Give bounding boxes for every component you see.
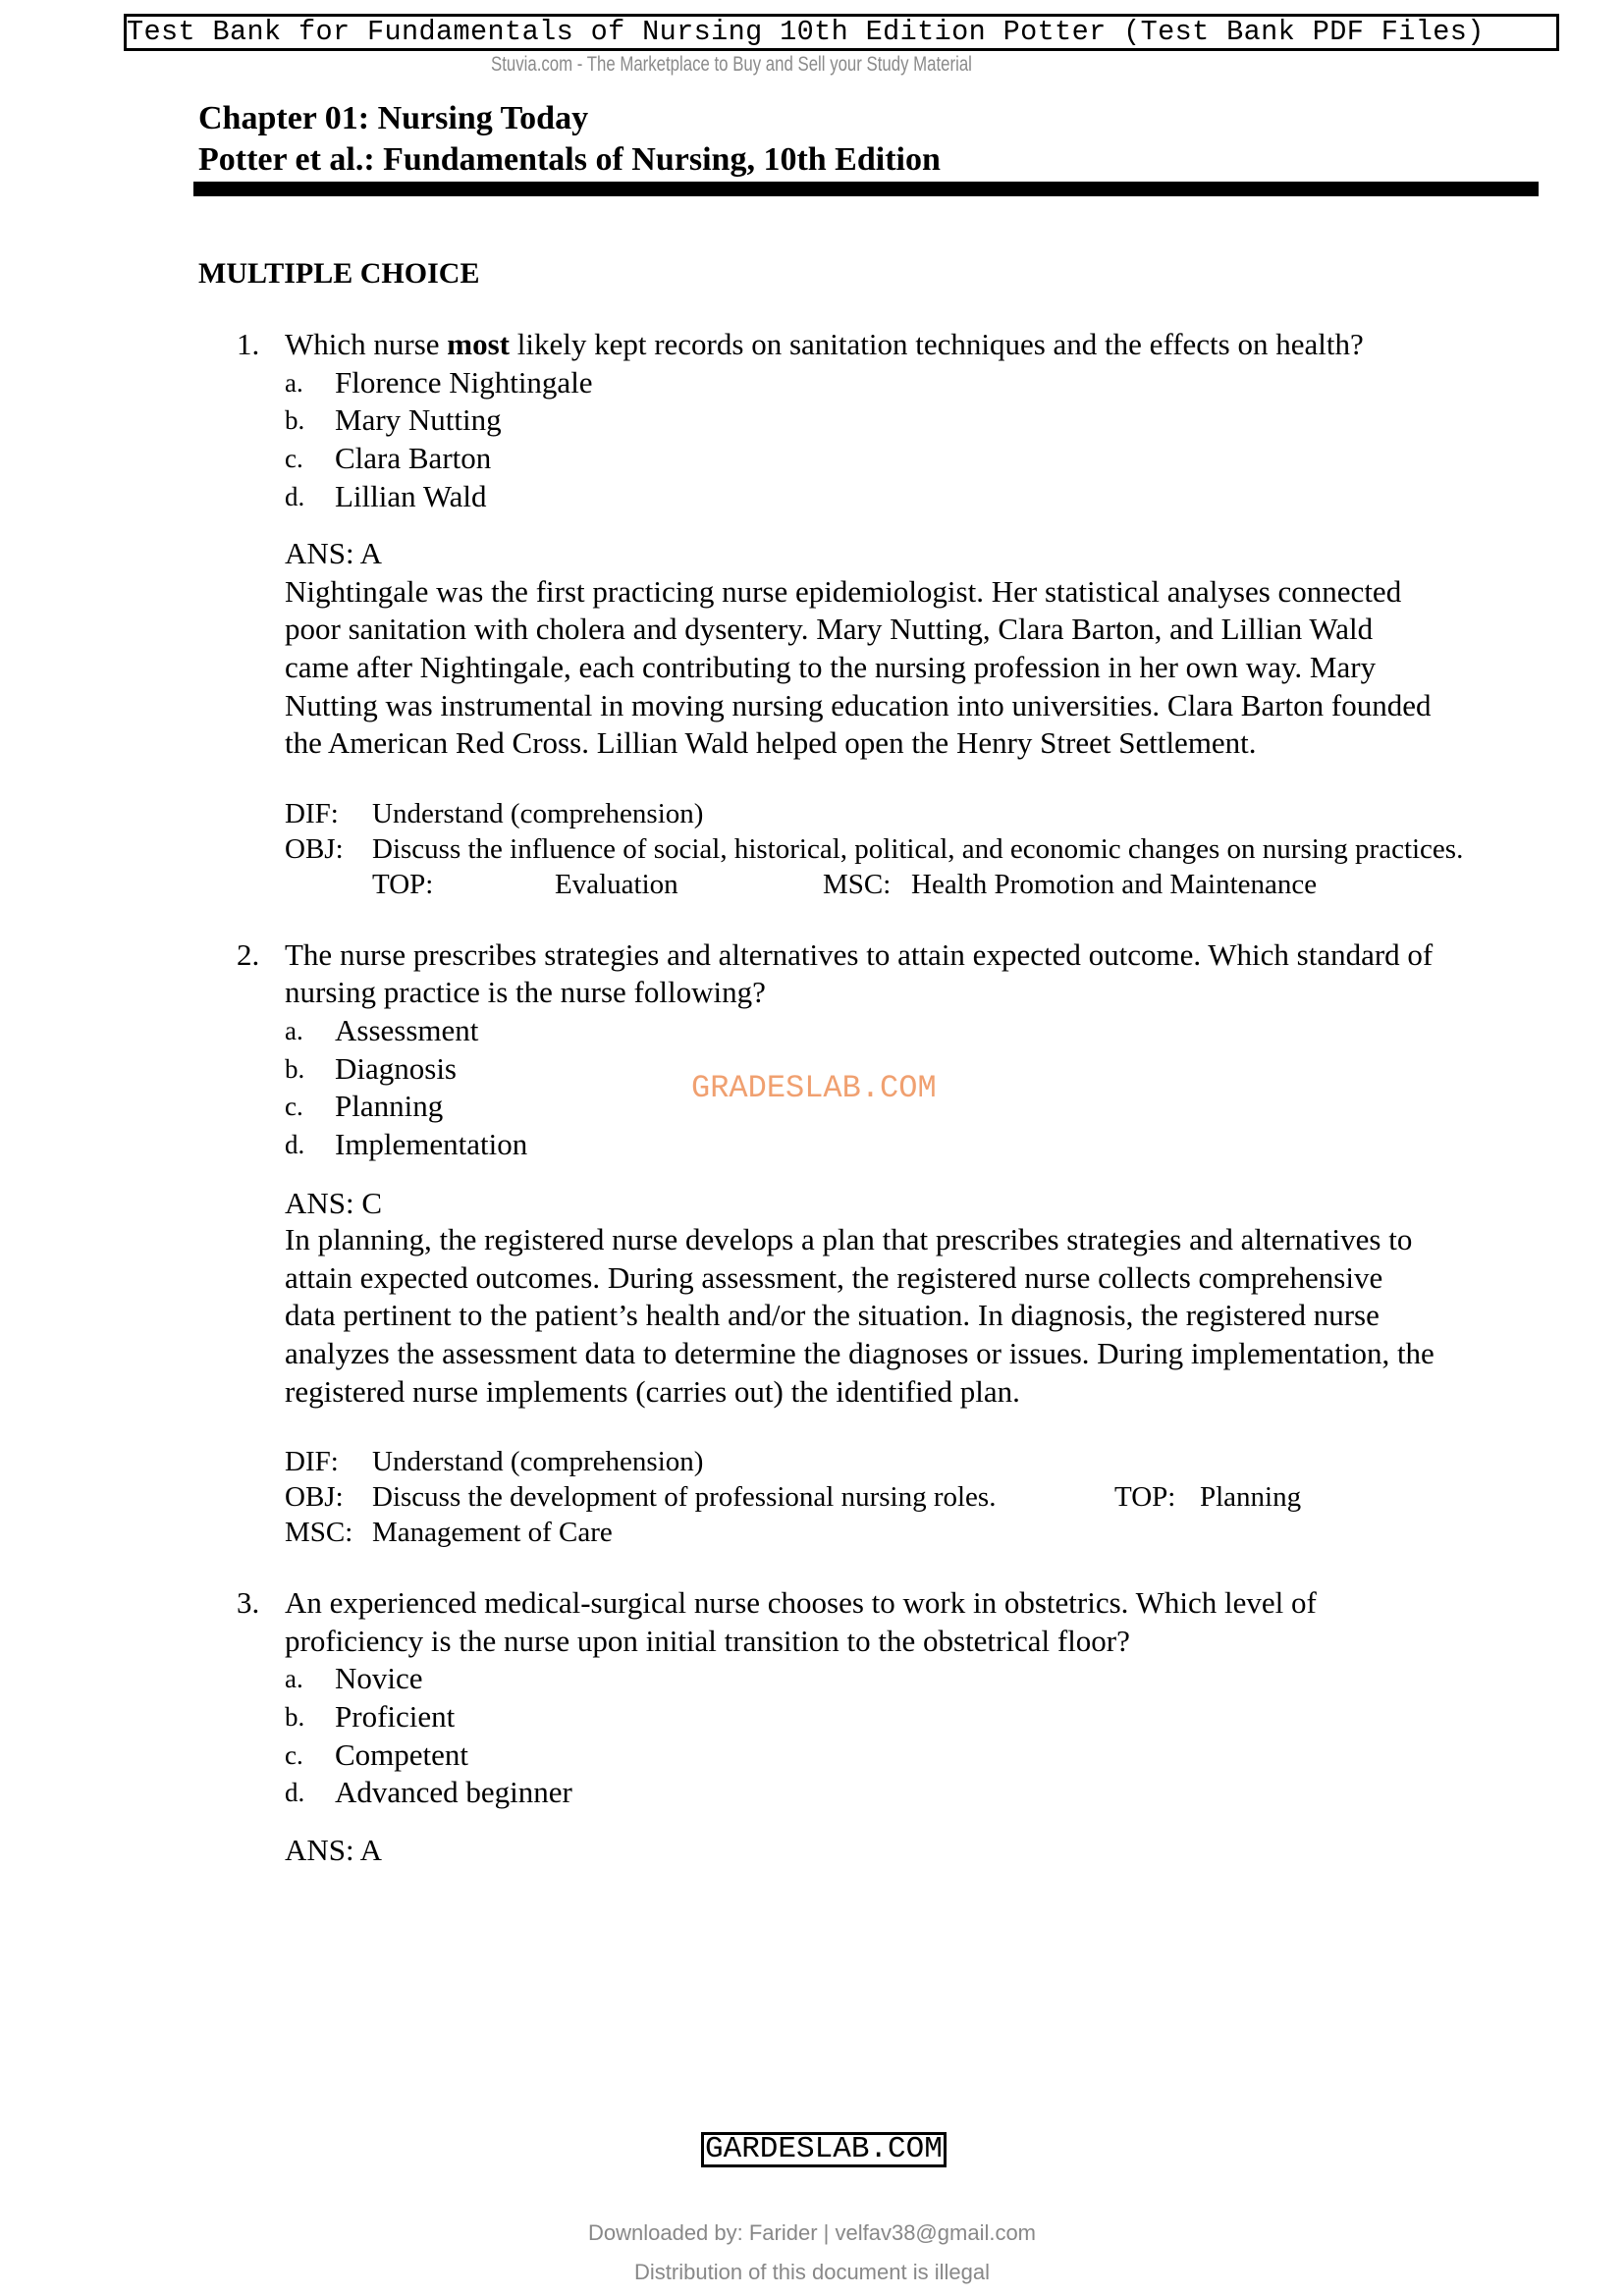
q1-answer: ANS: A: [285, 536, 383, 570]
q2-explanation-line: registered nurse implements (carries out) the identified plan.: [285, 1374, 1020, 1409]
q2-stem-line: The nurse prescribes strategies and alternatives to attain expected outcome. Which standard of: [285, 937, 1434, 972]
q1-option-letter: c.: [285, 444, 303, 473]
q2-explanation-line: analyzes the assessment data to determine the diagnoses or issues. During implementation, the: [285, 1336, 1435, 1370]
q2-option: Diagnosis: [335, 1051, 457, 1086]
q3-option-letter: c.: [285, 1740, 303, 1770]
q1-option-letter: a.: [285, 368, 303, 398]
q2-stem-line: nursing practice is the nurse following?: [285, 975, 766, 1009]
header-banner: Test Bank for Fundamentals of Nursing 10th Edition Potter (Test Bank PDF Files): [124, 14, 1559, 51]
q1-option-letter: b.: [285, 405, 305, 435]
q2-explanation-line: data pertinent to the patient’s health and/or the situation. In diagnosis, the registered nurse: [285, 1298, 1380, 1332]
q1-top-label: TOP:: [372, 869, 434, 900]
q3-option: Proficient: [335, 1699, 456, 1734]
q1-obj-label: OBJ:: [285, 833, 344, 865]
q1-msc: Health Promotion and Maintenance: [911, 869, 1318, 900]
q1-dif: Understand (comprehension): [372, 798, 704, 829]
q2-top: Planning: [1200, 1481, 1302, 1513]
q1-option-letter: d.: [285, 482, 305, 511]
q1-dif-label: DIF:: [285, 798, 339, 829]
q2-msc-label: MSC:: [285, 1517, 353, 1548]
section-heading: MULTIPLE CHOICE: [198, 257, 480, 290]
q1-explanation-line: poor sanitation with cholera and dysentery. Mary Nutting, Clara Barton, and Lillian Wald: [285, 612, 1374, 646]
q2-option-letter: d.: [285, 1130, 305, 1159]
q1-explanation-line: Nightingale was the first practicing nurse epidemiologist. Her statistical analyses connected: [285, 574, 1402, 609]
downloaded-by: Downloaded by: Farider | velfav38@gmail.com: [587, 2220, 1037, 2245]
q3-option: Advanced beginner: [335, 1775, 572, 1809]
q2-number: 2.: [237, 937, 260, 972]
q1-number: 1.: [237, 327, 260, 361]
q2-obj-label: OBJ:: [285, 1481, 344, 1513]
q1-option: Lillian Wald: [335, 479, 487, 513]
q2-option-letter: c.: [285, 1092, 303, 1121]
q2-option: Assessment: [335, 1013, 479, 1047]
q2-option: Implementation: [335, 1127, 528, 1161]
stuvia-overlay: Stuvia.com - The Marketplace to Buy and Sell your Study Material: [491, 53, 972, 76]
distribution-notice: Distribution of this document is illegal: [634, 2260, 990, 2284]
q1-explanation-line: Nutting was instrumental in moving nursing education into universities. Clara Barton founded: [285, 688, 1432, 722]
q1-obj: Discuss the influence of social, historical, political, and economic changes on nursing practices.: [372, 833, 1464, 865]
title-rule: [193, 182, 1539, 196]
q3-stem-line: proficiency is the nurse upon initial transition to the obstetrical floor?: [285, 1624, 1130, 1658]
q1-explanation-line: the American Red Cross. Lillian Wald helped open the Henry Street Settlement.: [285, 725, 1257, 760]
q3-answer: ANS: A: [285, 1833, 383, 1867]
q2-explanation-line: In planning, the registered nurse develops a plan that prescribes strategies and alternatives to: [285, 1222, 1413, 1256]
q2-option-letter: a.: [285, 1016, 303, 1045]
footer-site-box: GARDESLAB.COM: [701, 2132, 947, 2167]
q1-option: Mary Nutting: [335, 402, 502, 437]
q3-option-letter: a.: [285, 1664, 303, 1693]
chapter-title: Chapter 01: Nursing Today: [198, 100, 589, 136]
q2-dif: Understand (comprehension): [372, 1446, 704, 1477]
q3-option: Competent: [335, 1737, 469, 1772]
q1-msc-label: MSC:: [823, 869, 892, 900]
q2-msc: Management of Care: [372, 1517, 613, 1548]
q3-option: Novice: [335, 1661, 423, 1695]
q1-option: Clara Barton: [335, 441, 492, 475]
q3-option-letter: d.: [285, 1778, 305, 1807]
q1-top: Evaluation: [555, 869, 678, 900]
q3-number: 3.: [237, 1585, 260, 1620]
q2-dif-label: DIF:: [285, 1446, 339, 1477]
q1-stem: Which nurse most likely kept records on sanitation techniques and the effects on health?: [285, 327, 1364, 361]
q2-option-letter: b.: [285, 1054, 305, 1084]
q3-option-letter: b.: [285, 1702, 305, 1732]
q2-obj: Discuss the development of professional nursing roles.: [372, 1481, 997, 1513]
q2-top-label: TOP:: [1114, 1481, 1176, 1513]
q2-option: Planning: [335, 1089, 444, 1123]
q2-explanation-line: attain expected outcomes. During assessment, the registered nurse collects comprehensive: [285, 1260, 1383, 1295]
watermark: GRADESLAB.COM: [691, 1070, 937, 1106]
q1-explanation-line: came after Nightingale, each contributing to the nursing profession in her own way. Mary: [285, 650, 1377, 684]
book-subtitle: Potter et al.: Fundamentals of Nursing, 10th Edition: [198, 141, 941, 178]
q1-option: Florence Nightingale: [335, 365, 593, 400]
q3-stem-line: An experienced medical-surgical nurse chooses to work in obstetrics. Which level of: [285, 1585, 1317, 1620]
q2-answer: ANS: C: [285, 1186, 383, 1220]
